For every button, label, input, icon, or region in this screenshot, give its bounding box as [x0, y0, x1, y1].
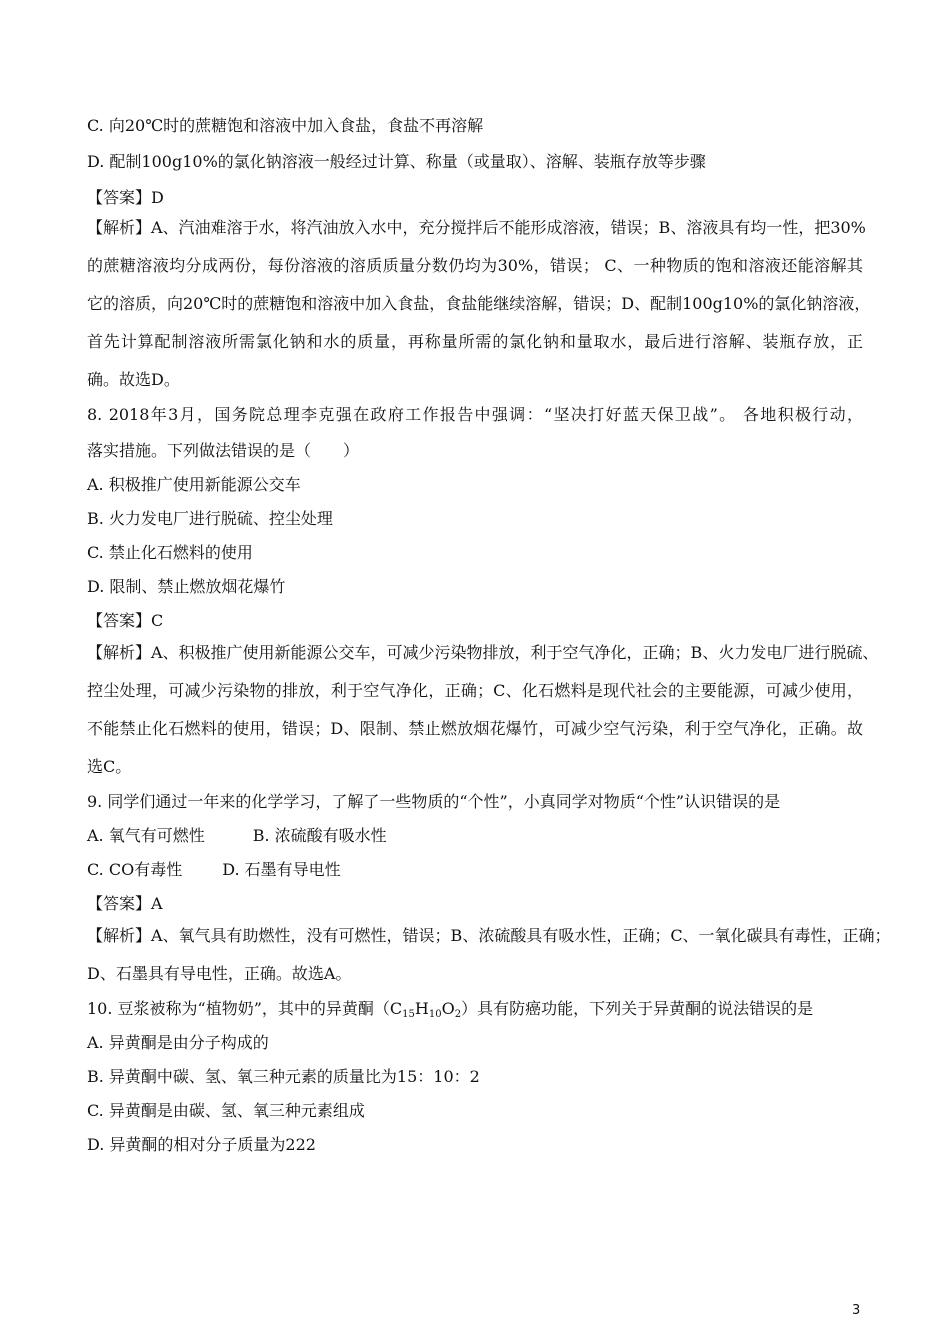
q9-option-a: A. 氧气有可燃性 — [87, 826, 205, 845]
q8-analysis-line-1: 【解析】A、积极推广使用新能源公交车，可减少污染物排放，利于空气净化，正确；B、火力发电厂进行脱硫、 — [87, 643, 879, 662]
q10-option-d: D. 异黄酮的相对分子质量为222 — [87, 1135, 316, 1154]
q7-option-d: D. 配制100g10%的氯化钠溶液一般经过计算、称量（或量取）、溶解、装瓶存放等步骤 — [87, 152, 706, 171]
q8-stem-line-1: 8. 2018年3月，国务院总理李克强在政府工作报告中强调：“坚决打好蓝天保卫战”。 各地积极行动， — [87, 405, 863, 424]
q9-analysis-line-1: 【解析】A、氧气具有助燃性，没有可燃性，错误；B、浓硫酸具有吸水性，正确；C、一氧化碳具有毒性，正确； — [87, 926, 891, 945]
q9-answer: 【答案】A — [87, 894, 163, 913]
q9-option-d: D. 石墨有导电性 — [222, 860, 341, 879]
q8-analysis-line-3: 不能禁止化石燃料的使用，错误；D、限制、禁止燃放烟花爆竹，可减少空气污染，利于空气净化，正确。故 — [87, 719, 863, 738]
q9-option-b: B. 浓硫酸有吸水性 — [252, 826, 387, 845]
q10-option-a: A. 异黄酮是由分子构成的 — [87, 1033, 269, 1052]
q10-option-c: C. 异黄酮是由碳、氢、氧三种元素组成 — [87, 1101, 365, 1120]
q9-stem: 9. 同学们通过一年来的化学学习，了解了一些物质的“个性”，小真同学对物质“个性”认识错误的是 — [87, 792, 781, 811]
q8-answer: 【答案】C — [87, 611, 164, 630]
q7-analysis-line-3: 它的溶质，向20℃时的蔗糖饱和溶液中加入食盐，食盐能继续溶解，错误；D、配制100g10%的氯化钠溶液， — [87, 294, 871, 313]
q7-analysis-line-2: 的蔗糖溶液均分成两份，每份溶液的溶质质量分数仍均为30%，错误； C、一种物质的饱和溶液还能溶解其 — [87, 256, 863, 275]
q8-option-d: D. 限制、禁止燃放烟花爆竹 — [87, 577, 286, 596]
q8-analysis-line-2: 控尘处理，可减少污染物的排放，利于空气净化，正确；C、化石燃料是现代社会的主要能源，可减少使用， — [87, 681, 863, 700]
q8-option-c: C. 禁止化石燃料的使用 — [87, 543, 253, 562]
q8-option-b: B. 火力发电厂进行脱硫、控尘处理 — [87, 509, 333, 528]
q10-option-b: B. 异黄酮中碳、氢、氧三种元素的质量比为15：10：2 — [87, 1067, 480, 1086]
q9-options-row-2 — [87, 860, 341, 880]
q7-option-c: C. 向20℃时的蔗糖饱和溶液中加入食盐，食盐不再溶解 — [87, 116, 484, 135]
q7-answer: 【答案】D — [87, 188, 164, 207]
q10-stem: 10. 豆浆被称为“植物奶”，其中的异黄酮$(C_{15}H_{10}O_2)$具有防癌功能，下列关于异黄酮的说法错误的是 — [87, 999, 814, 1020]
q7-analysis-line-1: 【解析】A、汽油难溶于水，将汽油放入水中，充分搅拌后不能形成溶液，错误；B、溶液具有均一性，把30% — [87, 218, 866, 237]
q8-stem-line-2: 落实措施。下列做法错误的是（ ） — [87, 441, 360, 460]
q8-analysis-line-4: 选C。 — [87, 757, 132, 776]
q9-analysis-line-2: D、石墨具有导电性，正确。故选A。 — [87, 964, 352, 983]
q9-option-c: C. CO有毒性 — [87, 860, 183, 879]
q7-analysis-line-5: 确。故选D。 — [87, 370, 180, 389]
q8-option-a: A. 积极推广使用新能源公交车 — [87, 475, 301, 494]
page-number: 3 — [852, 1303, 861, 1318]
q7-analysis-line-4: 首先计算配制溶液所需氯化钠和水的质量，再称量所需的氯化钠和量取水，最后进行溶解、装瓶存放，正 — [87, 332, 863, 351]
q9-options-row-1 — [87, 826, 387, 846]
